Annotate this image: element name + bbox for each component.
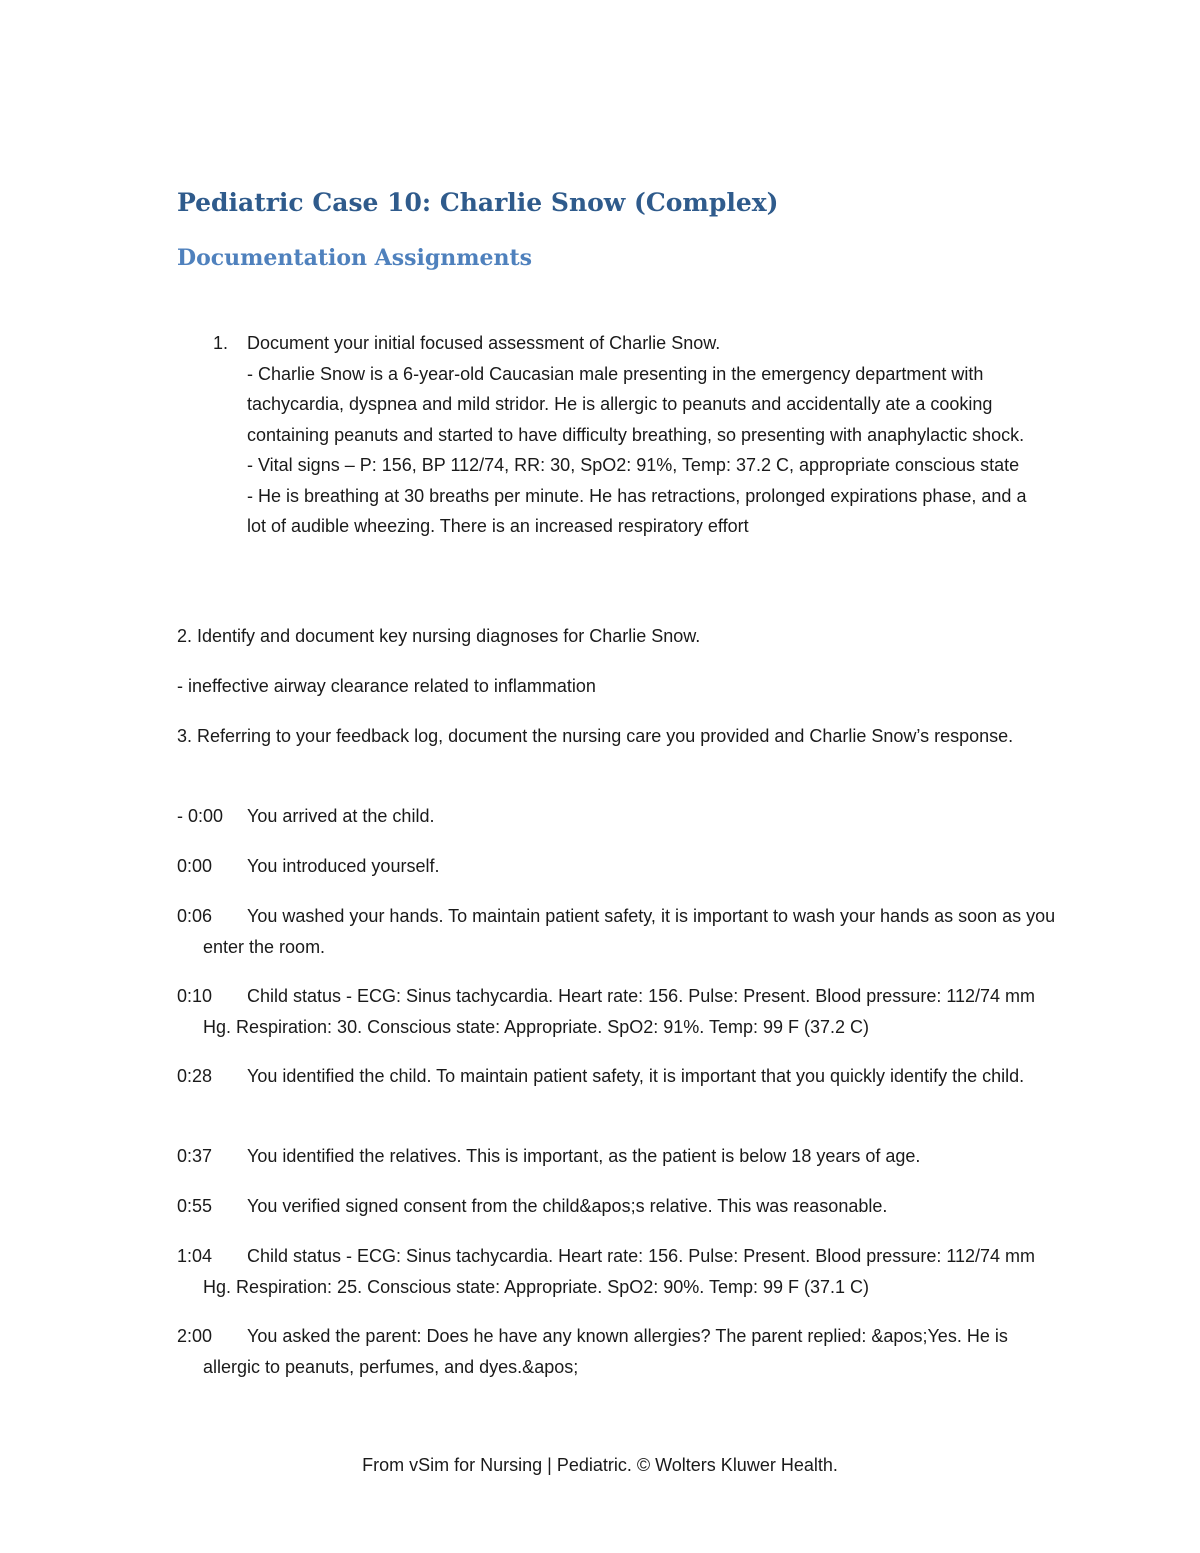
- log-entry: [177, 1061, 1063, 1092]
- log-text: You introduced yourself.: [247, 856, 440, 876]
- question-1-heading: Document your initial focused assessment of Charlie Snow.: [247, 333, 721, 353]
- log-time: 1:04: [177, 1246, 213, 1266]
- log-text: Child status - ECG: Sinus tachycardia. Heart rate: 156. Pulse: Present. Blood pressure: 112/74 mm Hg. Respiration: 30. Conscious state: Appropriate. SpO2: 91%. Temp: 99 F (37.2 C): [203, 986, 1036, 1037]
- page-title: Pediatric Case 10: Charlie Snow (Complex): [177, 188, 779, 217]
- log-time: 2:00: [177, 1326, 213, 1346]
- log-entry: [177, 1141, 1063, 1172]
- log-time: - 0:00: [177, 806, 224, 826]
- question-1-number: 1.: [213, 333, 229, 353]
- log-text: You arrived at the child.: [247, 806, 435, 826]
- page-footer: From vSim for Nursing | Pediatric. © Wolters Kluwer Health.: [362, 1455, 838, 1475]
- log-text: You washed your hands. To maintain patient safety, it is important to wash your hands as soon as you enter the room.: [203, 906, 1056, 957]
- question-1-assessment: - Charlie Snow is a 6-year-old Caucasian male presenting in the emergency department with tachycardia, dyspnea and mild stridor. He is allergic to peanuts and accidentally ate a cooking containing peanuts and started to have difficulty breathing, so presenting with anaphylactic shock.: [247, 363, 1025, 445]
- log-text: You identified the relatives. This is important, as the patient is below 18 years of age.: [247, 1146, 921, 1166]
- question-1-respiratory: - He is breathing at 30 breaths per minute. He has retractions, prolonged expirations phase, and a lot of audible wheezing. There is an increased respiratory effort: [247, 485, 1027, 536]
- section-subtitle: Documentation Assignments: [177, 245, 533, 271]
- log-time: 0:06: [177, 906, 213, 926]
- log-time: 0:37: [177, 1146, 213, 1166]
- log-time: 0:10: [177, 986, 213, 1006]
- question-1-content: [247, 328, 1033, 542]
- log-entry: [177, 801, 1037, 832]
- log-entry: [177, 1191, 1063, 1222]
- question-2: 2. Identify and document key nursing diagnoses for Charlie Snow.: [177, 626, 701, 646]
- question-1: [213, 328, 1033, 542]
- log-text: You identified the child. To maintain patient safety, it is important that you quickly identify the child.: [247, 1066, 1025, 1086]
- log-entry: [177, 981, 1063, 1042]
- log-text: Child status - ECG: Sinus tachycardia. Heart rate: 156. Pulse: Present. Blood pressure: 112/74 mm Hg. Respiration: 25. Conscious state: Appropriate. SpO2: 90%. Temp: 99 F (37.1 C): [203, 1246, 1036, 1297]
- log-time: 0:55: [177, 1196, 213, 1216]
- log-time: 0:28: [177, 1066, 213, 1086]
- log-entry: [177, 1241, 1063, 1302]
- log-entry: [177, 1321, 1063, 1382]
- log-time: 0:00: [177, 856, 213, 876]
- log-entry: [177, 901, 1063, 962]
- log-entry: [177, 851, 1037, 882]
- question-2-answer: - ineffective airway clearance related to inflammation: [177, 676, 596, 696]
- log-text: You verified signed consent from the child&apos;s relative. This was reasonable.: [247, 1196, 888, 1216]
- question-3: 3. Referring to your feedback log, document the nursing care you provided and Charlie Snow’s response.: [177, 726, 1014, 746]
- question-1-vitals: - Vital signs – P: 156, BP 112/74, RR: 30, SpO2: 91%, Temp: 37.2 C, appropriate conscious state: [247, 455, 1020, 475]
- log-text: You asked the parent: Does he have any known allergies? The parent replied: &apos;Yes. He is allergic to peanuts, perfumes, and dyes.&apos;: [203, 1326, 1008, 1377]
